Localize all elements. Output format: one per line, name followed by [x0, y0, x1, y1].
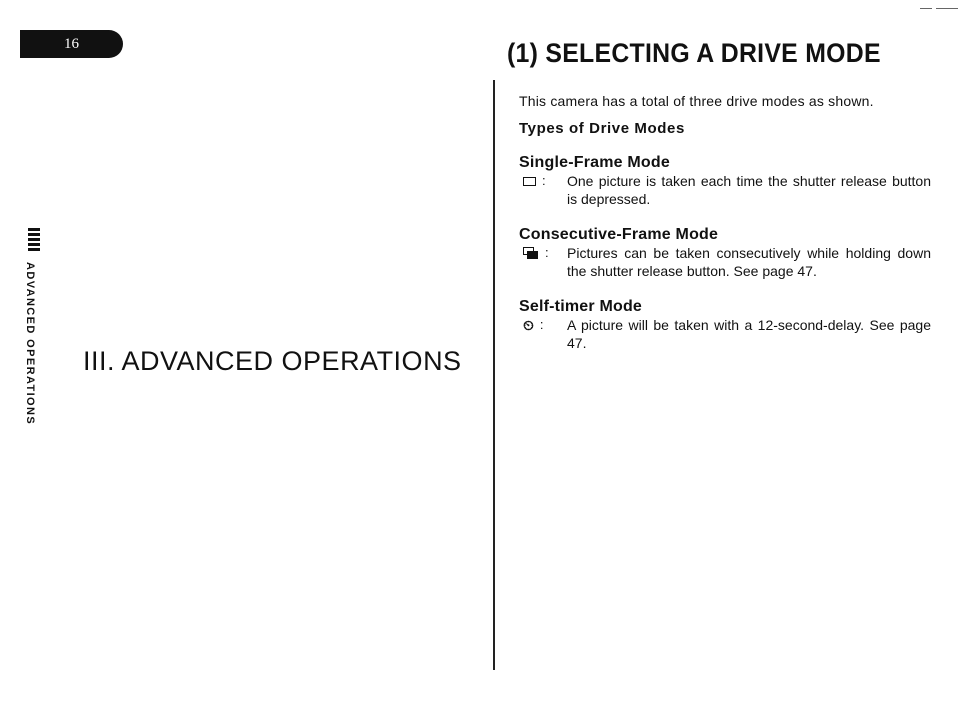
mode-description-row	[519, 316, 931, 352]
types-heading: Types of Drive Modes	[519, 120, 685, 137]
separator: :	[542, 173, 546, 188]
mode-single-frame	[519, 154, 931, 208]
content-body	[519, 92, 931, 370]
mode-title: Self-timer Mode	[519, 298, 643, 315]
mode-description: One picture is taken each time the shutter release button is depressed.	[567, 173, 931, 207]
single-frame-icon	[523, 177, 536, 186]
mode-description: A picture will be taken with a 12-second-delay. See page 47.	[567, 317, 931, 351]
self-timer-icon: ⏲	[523, 317, 534, 333]
mode-description-row	[519, 244, 931, 280]
page-number-tab	[20, 30, 123, 58]
separator: :	[545, 245, 549, 260]
section-title: III. ADVANCED OPERATIONS	[83, 346, 462, 376]
mode-self-timer	[519, 298, 931, 352]
mode-title: Single-Frame Mode	[519, 154, 670, 171]
mode-description: Pictures can be taken consecutively while holding down the shutter release button. See page 47.	[567, 245, 931, 279]
mode-title: Consecutive-Frame Mode	[519, 226, 719, 243]
section-bars-icon	[28, 228, 40, 253]
mode-consecutive-frame	[519, 226, 931, 280]
corner-mark	[936, 8, 958, 9]
intro-text: This camera has a total of three drive modes as shown.	[519, 93, 874, 109]
separator: :	[539, 317, 544, 332]
corner-mark	[920, 8, 932, 9]
consecutive-frame-icon	[523, 247, 539, 259]
side-section-label: ADVANCED OPERATIONS	[24, 262, 36, 426]
mode-description-row	[519, 172, 931, 208]
page-heading: (1) SELECTING A DRIVE MODE	[507, 38, 881, 68]
page-divider	[493, 80, 495, 670]
page-number: 16	[64, 35, 79, 52]
